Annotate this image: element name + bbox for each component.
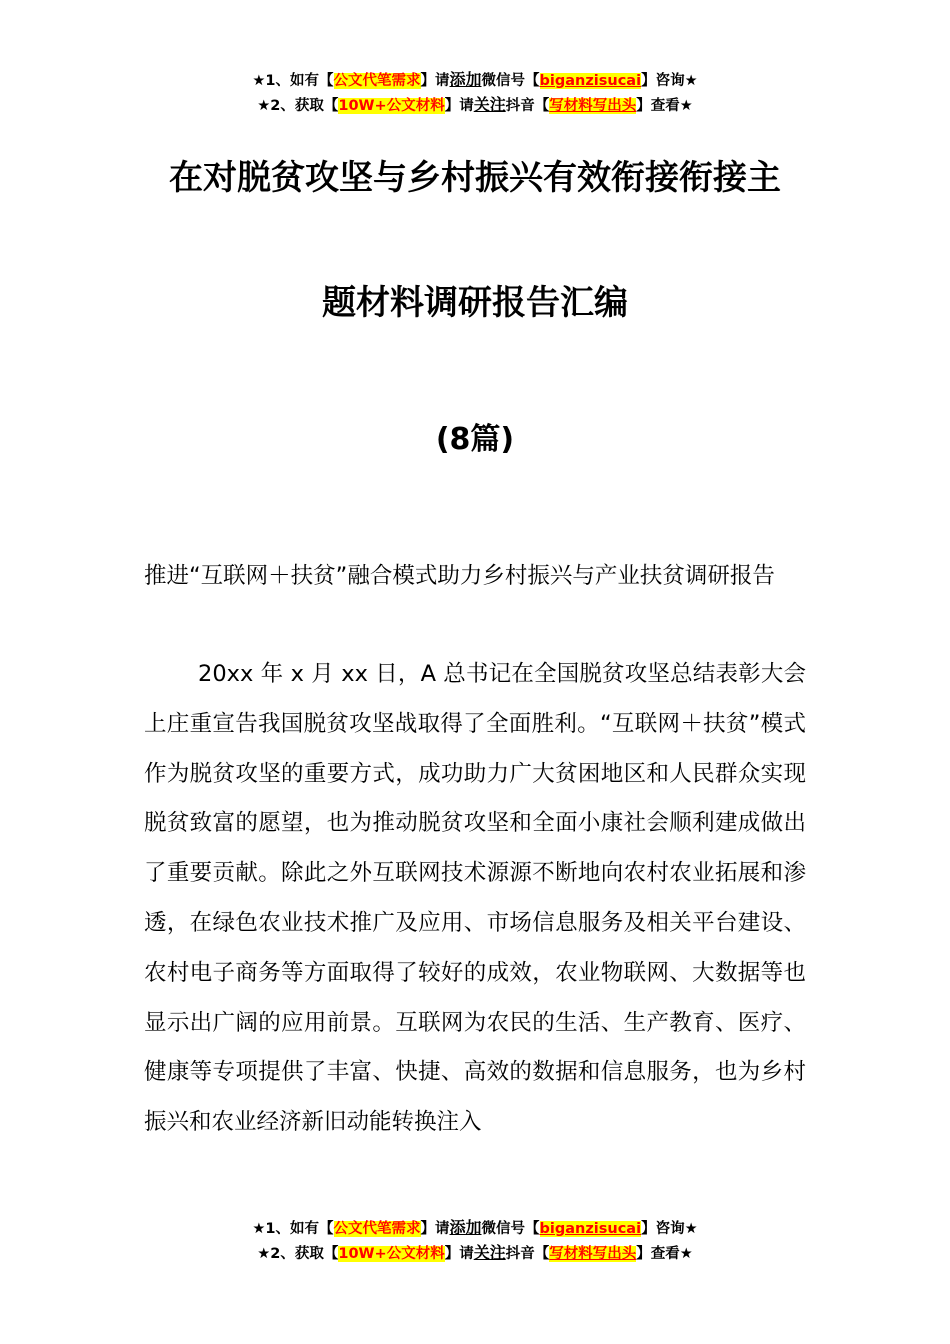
promo-text: ★2、获取【: [257, 1246, 339, 1262]
report-subtitle: 推进“互联网＋扶贫”融合模式助力乡村振兴与产业扶贫调研报告: [144, 563, 775, 589]
promo-text: ★1、如有【: [252, 1221, 334, 1237]
promo-text: 微信号【: [481, 73, 540, 89]
document-title-line-2: 题材料调研报告汇编: [322, 283, 628, 323]
promo-header: [0, 68, 950, 118]
promo-highlight: 10W+公文材料: [338, 98, 445, 114]
promo-highlight: 公文代笔需求: [333, 1221, 421, 1237]
promo-line-2: [0, 1241, 950, 1266]
body-paragraph: [144, 650, 806, 1148]
promo-underlined: 关注: [473, 1243, 506, 1262]
promo-text: 】请: [420, 73, 450, 89]
document-count: (8篇): [435, 422, 515, 457]
promo-highlight: 公文代笔需求: [333, 73, 421, 89]
promo-underlined: 添加: [449, 70, 482, 89]
douyin-account: 写材料写出头: [549, 98, 637, 114]
promo-text: ★2、获取【: [257, 98, 339, 114]
promo-underlined: 关注: [473, 95, 506, 114]
promo-text: 】查看★: [636, 98, 693, 114]
wechat-id: biganzisucai: [539, 1221, 642, 1237]
promo-highlight: 10W+公文材料: [338, 1246, 445, 1262]
promo-text: 】请: [420, 1221, 450, 1237]
promo-text: 】请: [444, 98, 474, 114]
promo-text: 】查看★: [636, 1246, 693, 1262]
promo-text: 】请: [444, 1246, 474, 1262]
document-title-line-1: 在对脱贫攻坚与乡村振兴有效衔接衔接主: [169, 158, 781, 198]
promo-text: 抖音【: [505, 98, 550, 114]
promo-text: 】咨询★: [641, 73, 698, 89]
douyin-account: 写材料写出头: [549, 1246, 637, 1262]
promo-text: 】咨询★: [641, 1221, 698, 1237]
paragraph-text: 20xx 年 x 月 xx 日，A 总书记在全国脱贫攻坚总结表彰大会上庄重宣告我国脱贫攻坚战取得了全面胜利。“互联网＋扶贫”模式作为脱贫攻坚的重要方式，成功助力广大贫困地区和人民群众实现脱贫致富的愿望，也为推动脱贫攻坚和全面小康社会顺利建成做出了重要贡献。除此之外互联网技术源源不断地向农村农业拓展和渗透，在绿色农业技术推广及应用、市场信息服务及相关平台建设、农村电子商务等方面取得了较好的成效，农业物联网、大数据等也显示出广阔的应用前景。互联网为农民的生活、生产教育、医疗、健康等专项提供了丰富、快捷、高效的数据和信息服务，也为乡村振兴和农业经济新旧动能转换注入: [144, 661, 806, 1136]
promo-text: ★1、如有【: [252, 73, 334, 89]
promo-underlined: 添加: [449, 1218, 482, 1237]
wechat-id: biganzisucai: [539, 73, 642, 89]
promo-text: 微信号【: [481, 1221, 540, 1237]
promo-line-2: [0, 93, 950, 118]
promo-line-1: [0, 1216, 950, 1241]
promo-line-1: [0, 68, 950, 93]
promo-footer: [0, 1216, 950, 1266]
promo-text: 抖音【: [505, 1246, 550, 1262]
